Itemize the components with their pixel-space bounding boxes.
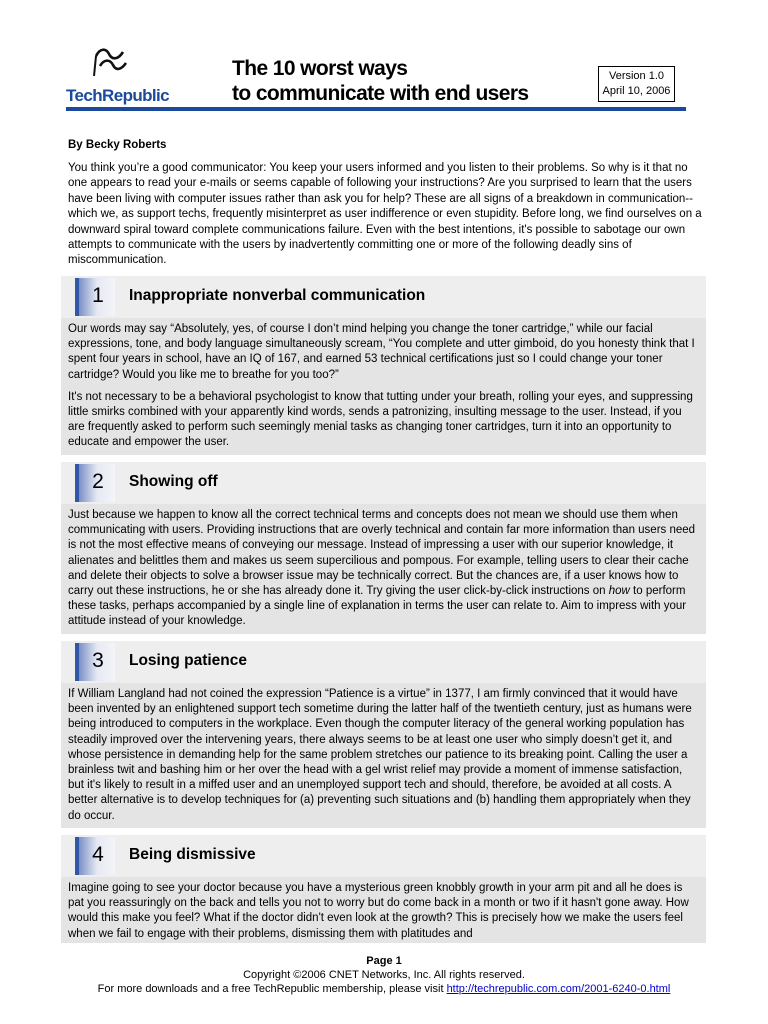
- downloads-line: [0, 982, 768, 996]
- intro-paragraph: You think you’re a good communicator: You keep your users informed and you listen to their problems. So why is it that no one appears to read your e-mails or seems capable of following your instructions? Are you surprised to learn that the users have been living with computer issues rather than ask you for help? These are all signs of a breakdown in communication--which we, as support techs, frequently misinterpret as user indifference or even stupidity. Before long, we find ourselves on a downward spiral toward complete communications failure. Even with the best intentions, it's possible to sabotage our own attempts to communicate with the users by inadvertently committing one or more of the following deadly sins of miscommunication.: [68, 162, 702, 267]
- document-title: [232, 56, 529, 106]
- title-line-1: The 10 worst ways: [232, 57, 408, 80]
- section-paragraph: If William Langland had not coined the expression “Patience is a virtue” in 1377, I am firmly convinced that it would have been invented by an enlightened support tech sometime during the latter half of the twentieth century, just as humans were being introduced to computers in the workplace. Even though the computer literacy of the general working population has steadily improved over the intervening years, there always seems to be at least one user who simply doesn’t get it, and whose persistence in demanding help for the same problem stretches our patience to its breaking point. Calling the user a brainless twit and bashing him or her over the head with a gel wrist relief may provide a moment of immense satisfaction, but it's likely to result in a miffed user and an unemployed support tech and should, therefore, be avoided at all costs. A better alternative is to develop techniques for (a) preventing such situations and (b) handling them appropriately when they do occur.: [68, 688, 692, 822]
- section-title: Being dismissive: [129, 846, 256, 863]
- number-badge-bar: [75, 837, 79, 875]
- paragraph-text: Just because we happen to know all the correct technical terms and concepts does not mean we should use them when communicating with users. Providing instructions that are overly technical and contain far more information than users need is not the most effective means of conveying our message. Instead of impressing a user with our superior knowledge, it alienates and belittles them and makes us seem supercilious and pompous. For example, telling users to clear their cache and delete their objects to solve a browser issue may be technically correct. But the chances are, if a user knows how to carry out these instructions, he or she has already done it. Try giving the user click-by-click instructions on: [68, 509, 696, 598]
- downloads-text: For more downloads and a free TechRepublic membership, please visit: [97, 983, 447, 995]
- section-number: 4: [92, 843, 104, 866]
- version-date: April 10, 2006: [602, 85, 671, 97]
- paragraph-text: to perform these tasks, perhaps accompanied by a single line of explanation in terms the user can relate to. Aim to impress with your attitude instead of your knowledge.: [68, 585, 687, 628]
- section-paragraph: It's not necessary to be a behavioral psychologist to know that tutting under your breath, rolling your eyes, and suppressing little smirks combined with your apparently kind words, sends a patronizing, insulting message to the user. Instead, if you are frequently asked to perform such seemingly menial tasks as changing toner cartridges, turn it into an opportunity to educate and empower the user.: [68, 390, 693, 449]
- copyright-notice: Copyright ©2006 CNET Networks, Inc. All rights reserved.: [243, 969, 525, 981]
- section-title: Showing off: [129, 473, 218, 490]
- section-1-heading: [61, 276, 706, 318]
- section-paragraph: Imagine going to see your doctor because you have a mysterious green knobbly growth in your arm pit and all he does is pat you reassuringly on the back and tells you not to worry but do come back in a month or two if it hasn't gone away. How would this make you feel? What if the doctor didn't even look at the growth? This is precisely how we make the users feel when we fail to engage with their problems, dismissing them with platitudes and: [68, 882, 689, 940]
- logo-wordmark: [66, 86, 169, 106]
- section-paragraph: [68, 508, 699, 630]
- section-4-body: [61, 877, 706, 943]
- section-2-heading: [61, 462, 706, 504]
- logo-republic-text: Republic: [102, 86, 170, 105]
- page-number: Page 1: [366, 955, 402, 967]
- section-number: 2: [92, 470, 104, 493]
- header-rule: [66, 107, 686, 111]
- number-badge-bar: [75, 278, 79, 316]
- section-title: Losing patience: [129, 652, 247, 669]
- section-3-heading: [61, 641, 706, 683]
- techrepublic-link[interactable]: http://techrepublic.com.com/2001-6240-0.html: [446, 983, 671, 995]
- section-number: 1: [92, 284, 104, 307]
- title-line-2: to communicate with end users: [232, 82, 529, 105]
- section-paragraph: Our words may say “Absolutely, yes, of course I don’t mind helping you change the toner cartridge,” while our facial expressions, tone, and body language simultaneously scream, “You complete and utter gimboid, do you honesty think that I spent four years in school, have an IQ of 167, and earned 53 technical certifications just so I could change your toner cartridge? Would you like me to breathe for you too?”: [68, 323, 695, 381]
- section-2-body: [61, 504, 706, 634]
- emphasis-text: how: [608, 585, 630, 598]
- version-label: Version 1.0: [608, 70, 665, 82]
- section-number: 3: [92, 649, 104, 672]
- wave-logo-icon: [90, 46, 130, 82]
- logo-tech-text: Tech: [66, 86, 103, 105]
- number-badge-bar: [75, 643, 79, 681]
- section-title: Inappropriate nonverbal communication: [129, 287, 426, 304]
- techrepublic-logo: [66, 46, 178, 104]
- section-1-body: [61, 318, 706, 455]
- document-header: [66, 40, 709, 110]
- author-byline: By Becky Roberts: [68, 139, 167, 151]
- section-3-body: [61, 683, 706, 828]
- number-badge-bar: [75, 464, 79, 502]
- section-4-heading: [61, 835, 706, 877]
- version-box: [598, 66, 675, 102]
